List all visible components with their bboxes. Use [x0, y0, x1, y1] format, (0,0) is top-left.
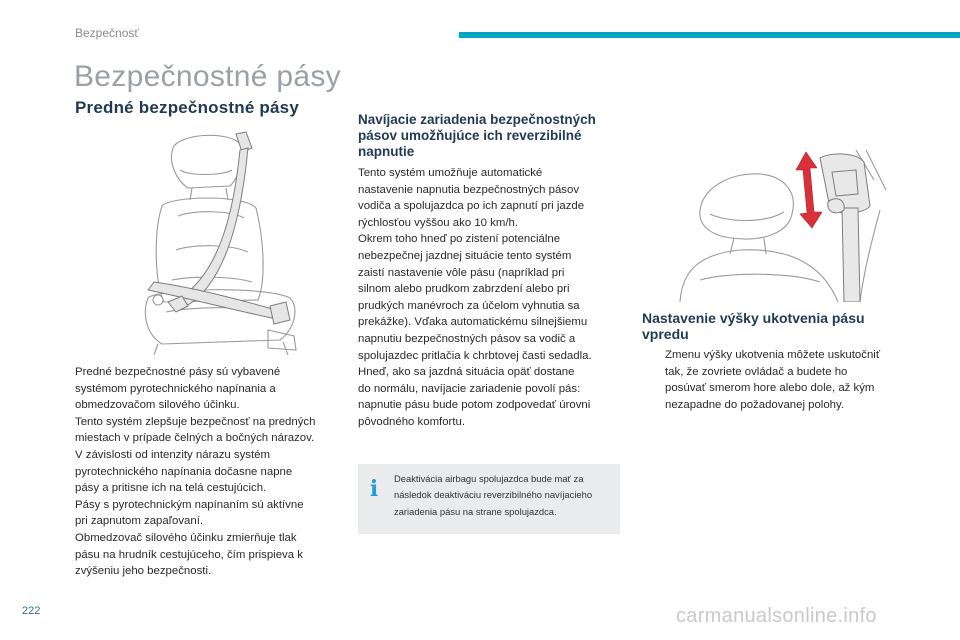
watermark: carmanualsonline.info	[676, 605, 877, 627]
header-accent-rule	[459, 32, 960, 38]
section-title: Predné bezpečnostné pásy	[75, 98, 299, 117]
retractor-heading: Navíjacie zariadenia bezpečnostných pásov umožňujúce ich reverzibilné napnutie	[358, 112, 596, 159]
info-icon: i	[369, 476, 379, 502]
height-adjust-heading: Nastavenie výšky ukotvenia pásu vpredu	[642, 310, 865, 342]
running-head: Bezpečnosť	[75, 26, 139, 40]
info-note-text: Deaktivácia airbagu spolujazdca bude mať za následok deaktiváciu reverzibilného navíjacieho zariadenia pásu na strane spolujazdca.	[394, 473, 593, 517]
info-note-box	[358, 464, 620, 534]
column1-body: Predné bezpečnostné pásy sú vybavené systémom pyrotechnického napínania a obmedzovačom silového účinku. Tento systém zlepšuje bezpečnosť na predných miestach v prípade čelných a bočných nárazov. V závislosti od intenzity nárazu systém pyrotechnického napínania dočasne napne pásy a pritisne ich na telá cestujúcich. Pásy s pyrotechnickým napínaním sú aktívne pri zapnutom zapaľovaní. Obmedzovač silového účinku zmierňuje tlak pásu na hrudník cestujúceho, čím prispieva k zvýšeniu jeho bezpečnosti.	[75, 366, 316, 578]
seat-belt-illustration	[118, 130, 348, 355]
chapter-title: Bezpečnostné pásy	[74, 60, 341, 93]
retractor-body: Tento systém umožňuje automatické nastavenie napnutia bezpečnostných pásov vodiča a spolujazdca po ich zapnutí pri jazde rýchlosťou vyššou ako 10 km/h. Okrem toho hneď po zistení potenciálne nebezpečnej jazdnej situácie tento systém zaistí nastavenie vôle pásu (napríklad pri silnom alebo prudkom zabrzdení alebo pri prudkých manévroch za účelom vyhnutia sa prekážke). Vďaka automatickému silnejšiemu napnutiu bezpečnostných pásov sa vodič a spolujazdec pritlačia k chrbtovej časti sedadla. Hneď, ako sa jazdná situácia opäť dostane do normálu, navíjacie zariadenie povolí pás: napnutie pásu bude potom zodpovedať úrovni pôvodného komfortu.	[358, 167, 592, 428]
height-adjust-bullet-text: Zmenu výšky ukotvenia môžete uskutočniť tak, že zovriete ovládač a budete ho posúvať smerom hore alebo dole, až kým nezapadne do požadovanej polohy.	[665, 349, 881, 411]
page-number: 222	[22, 605, 41, 617]
belt-height-illustration	[660, 150, 915, 302]
